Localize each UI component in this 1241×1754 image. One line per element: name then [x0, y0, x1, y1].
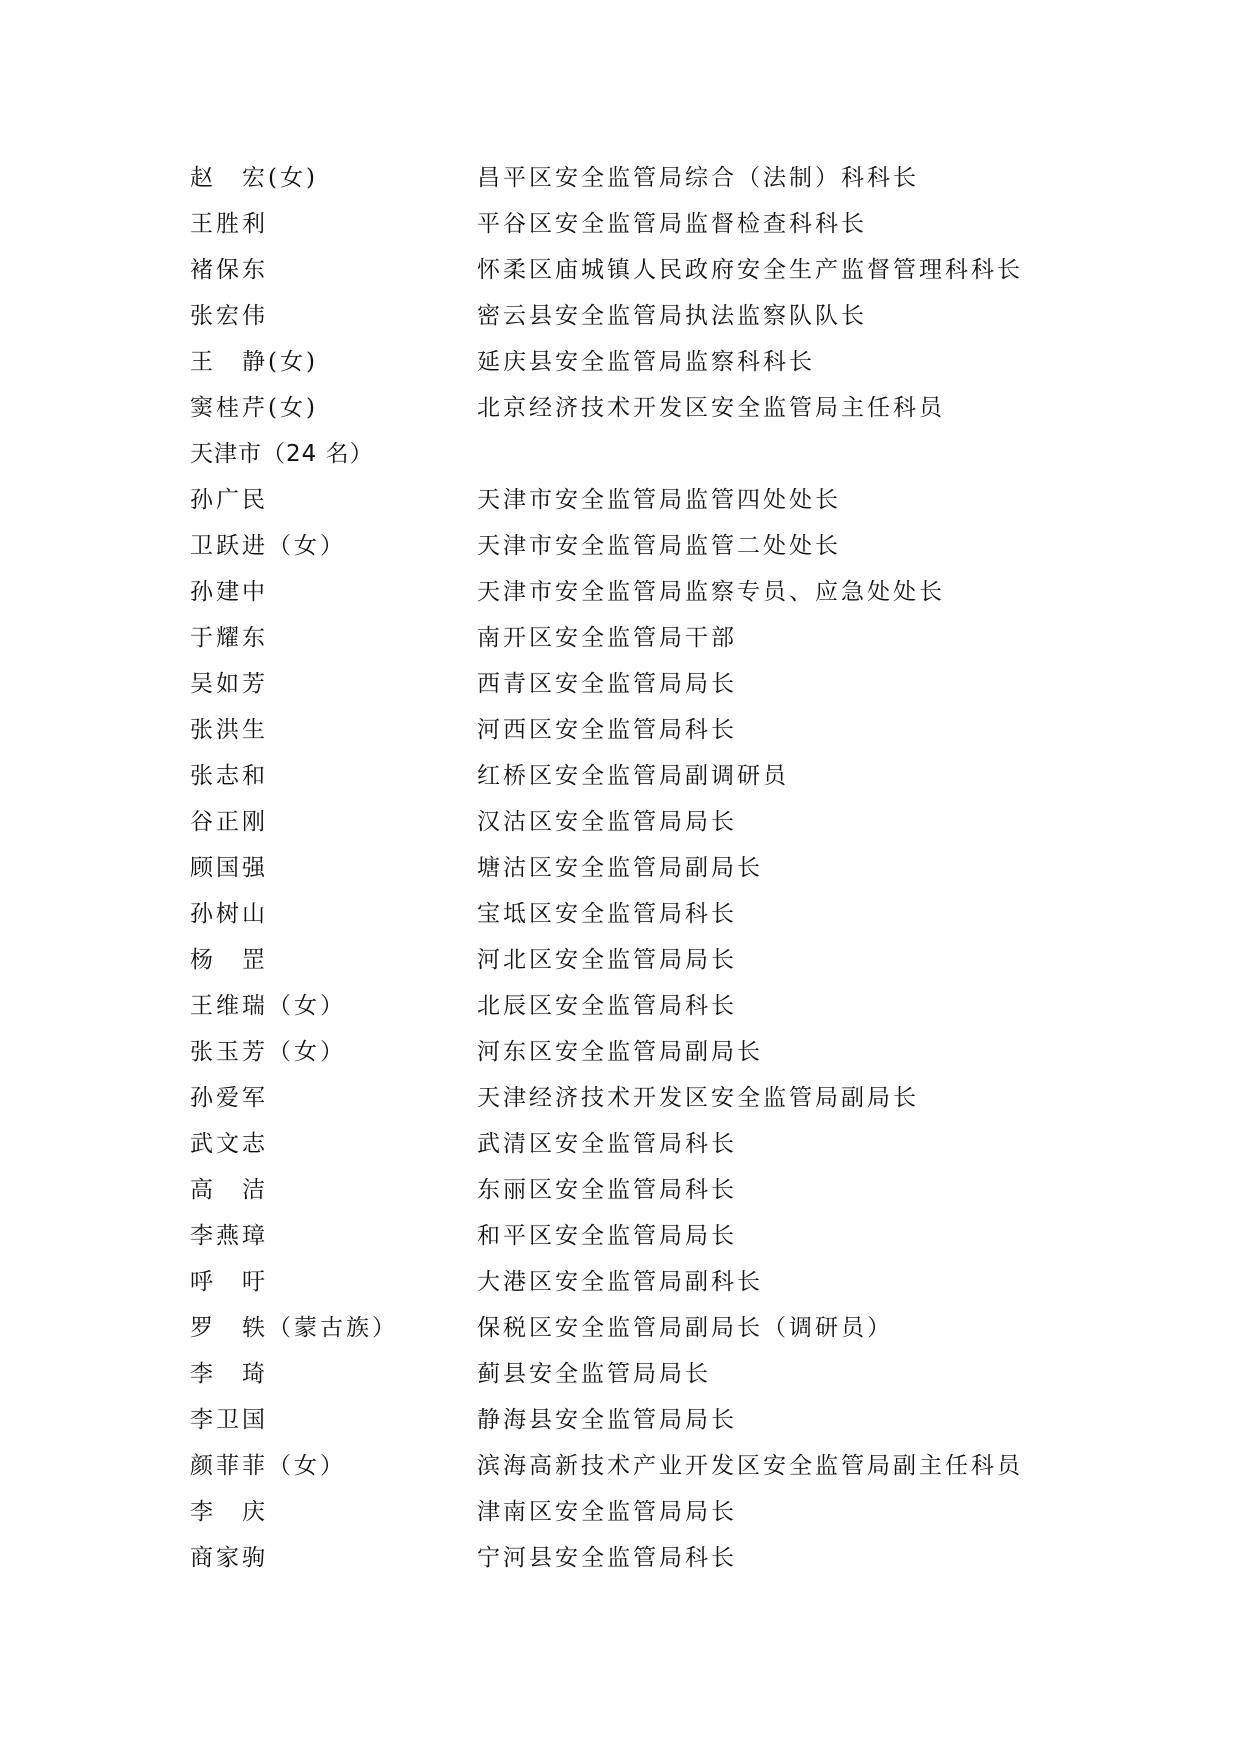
person-name: 商家驹 [190, 1545, 268, 1571]
person-title: 红桥区安全监管局副调研员 [477, 763, 789, 789]
person-title: 天津市安全监管局监察专员、应急处处长 [477, 579, 945, 605]
person-title: 河东区安全监管局副局长 [477, 1039, 763, 1065]
person-name: 李卫国 [190, 1407, 268, 1433]
person-title: 蓟县安全监管局局长 [477, 1361, 711, 1387]
person-title: 静海县安全监管局局长 [477, 1407, 737, 1433]
list-item [190, 1305, 1070, 1351]
list-item [190, 983, 1070, 1029]
list-item [190, 1167, 1070, 1213]
personnel-list [190, 155, 1070, 1581]
list-item [190, 247, 1070, 293]
list-item [190, 799, 1070, 845]
person-name: 张玉芳（女） [190, 1039, 346, 1065]
person-name: 孙爱军 [190, 1085, 268, 1111]
list-item [190, 1029, 1070, 1075]
list-item [190, 569, 1070, 615]
person-name: 吴如芳 [190, 671, 268, 697]
person-title: 大港区安全监管局副科长 [477, 1269, 763, 1295]
list-item [190, 891, 1070, 937]
list-item [190, 615, 1070, 661]
person-name: 褚保东 [190, 257, 268, 283]
person-title: 河西区安全监管局科长 [477, 717, 737, 743]
person-title: 宁河县安全监管局科长 [477, 1545, 737, 1571]
person-name: 杨 罡 [190, 947, 268, 973]
person-name: 武文志 [190, 1131, 268, 1157]
list-item [190, 845, 1070, 891]
person-title: 平谷区安全监管局监督检查科科长 [477, 211, 867, 237]
person-name: 孙广民 [190, 487, 268, 513]
person-title: 南开区安全监管局干部 [477, 625, 737, 651]
person-name: 王胜利 [190, 211, 268, 237]
person-title: 津南区安全监管局局长 [477, 1499, 737, 1525]
person-name: 窦桂芹(女) [190, 395, 318, 421]
person-title: 宝坻区安全监管局科长 [477, 901, 737, 927]
list-item [190, 1213, 1070, 1259]
person-name: 孙建中 [190, 579, 268, 605]
person-name: 谷正刚 [190, 809, 268, 835]
person-title: 北辰区安全监管局科长 [477, 993, 737, 1019]
person-name: 张洪生 [190, 717, 268, 743]
person-title: 保税区安全监管局副局长（调研员） [477, 1315, 893, 1341]
person-name: 王 静(女) [190, 349, 318, 375]
person-name: 罗 轶（蒙古族） [190, 1315, 398, 1341]
person-title: 武清区安全监管局科长 [477, 1131, 737, 1157]
list-item [190, 1351, 1070, 1397]
person-title: 怀柔区庙城镇人民政府安全生产监督管理科科长 [477, 257, 1023, 283]
person-name: 卫跃进（女） [190, 533, 346, 559]
person-name: 呼 吁 [190, 1269, 268, 1295]
person-name: 顾国强 [190, 855, 268, 881]
list-item [190, 1397, 1070, 1443]
list-item [190, 1259, 1070, 1305]
list-item [190, 661, 1070, 707]
section-heading: 天津市（24 名） [190, 441, 374, 467]
person-title: 北京经济技术开发区安全监管局主任科员 [477, 395, 945, 421]
list-item [190, 1075, 1070, 1121]
list-item [190, 1121, 1070, 1167]
list-item [190, 385, 1070, 431]
person-title: 滨海高新技术产业开发区安全监管局副主任科员 [477, 1453, 1023, 1479]
person-name: 李 庆 [190, 1499, 268, 1525]
person-title: 延庆县安全监管局监察科科长 [477, 349, 815, 375]
person-name: 王维瑞（女） [190, 993, 346, 1019]
person-name: 李燕璋 [190, 1223, 268, 1249]
list-item [190, 1489, 1070, 1535]
person-title: 汉沽区安全监管局局长 [477, 809, 737, 835]
person-name: 李 琦 [190, 1361, 268, 1387]
person-title: 和平区安全监管局局长 [477, 1223, 737, 1249]
list-item [190, 937, 1070, 983]
person-title: 西青区安全监管局局长 [477, 671, 737, 697]
person-name: 张宏伟 [190, 303, 268, 329]
person-title: 塘沽区安全监管局副局长 [477, 855, 763, 881]
person-name: 张志和 [190, 763, 268, 789]
person-title: 天津经济技术开发区安全监管局副局长 [477, 1085, 919, 1111]
list-item [190, 523, 1070, 569]
person-title: 天津市安全监管局监管四处处长 [477, 487, 841, 513]
list-item [190, 753, 1070, 799]
list-item [190, 155, 1070, 201]
list-item [190, 293, 1070, 339]
list-item [190, 1443, 1070, 1489]
person-title: 密云县安全监管局执法监察队队长 [477, 303, 867, 329]
person-title: 昌平区安全监管局综合（法制）科科长 [477, 165, 919, 191]
list-item [190, 707, 1070, 753]
person-name: 于耀东 [190, 625, 268, 651]
person-name: 高 洁 [190, 1177, 268, 1203]
person-name: 颜菲菲（女） [190, 1453, 346, 1479]
person-name: 赵 宏(女) [190, 165, 318, 191]
section-heading-row [190, 431, 1070, 477]
person-title: 天津市安全监管局监管二处处长 [477, 533, 841, 559]
list-item [190, 339, 1070, 385]
person-title: 河北区安全监管局局长 [477, 947, 737, 973]
person-title: 东丽区安全监管局科长 [477, 1177, 737, 1203]
person-name: 孙树山 [190, 901, 268, 927]
list-item [190, 201, 1070, 247]
list-item [190, 1535, 1070, 1581]
list-item [190, 477, 1070, 523]
